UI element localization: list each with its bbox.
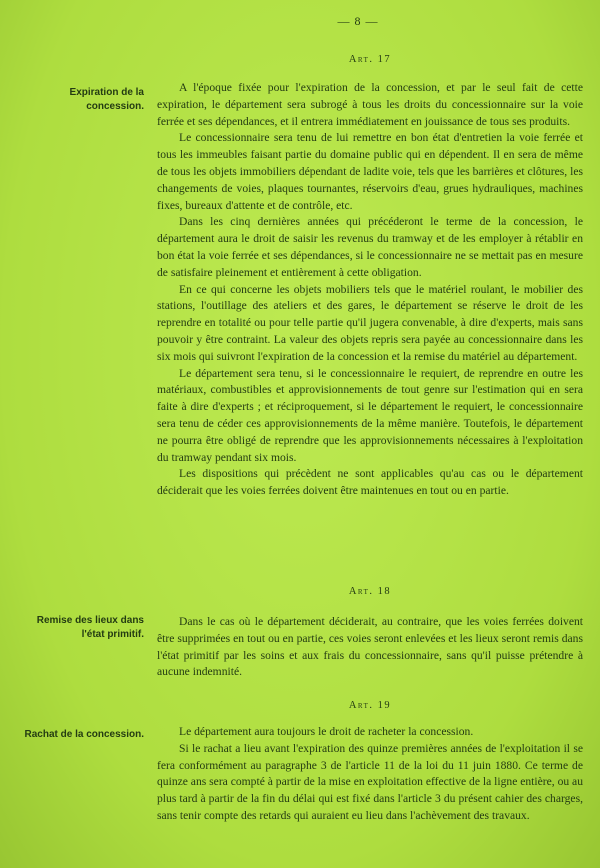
margin-title-line: concession. [86,101,144,112]
paragraph: Le concessionnaire sera tenu de lui remettre en bon état d'entretien la voie ferrée et tous les immeubles faisant partie du domaine public qui en dépendent. Il en sera de même de tous les objets immobiliers dépendant de ladite voie, tels que les barrières et clôtures, les changements de voies, plaques tournantes, réservoirs d'eau, grues hydrauliques, machines fixes, bureaux d'attente et de contrôle, etc. [157,131,583,212]
article-17-body [157,80,583,500]
paragraph: Les dispositions qui précèdent ne sont applicables qu'au cas ou le département déciderait que les voies ferrées doivent être maintenues en tout ou en partie. [157,467,583,498]
page-number: — 8 — [337,14,379,28]
paragraph: En ce qui concerne les objets mobiliers tels que le matériel roulant, le mobilier des stations, l'outillage des ateliers et des gares, le département se réserve le droit de les reprendre en totalité ou pour telle partie qu'il jugera convenable, à dire d'experts, mais sans pouvoir y être contraint. La valeur des objets repris sera payée au concessionnaire dans les six mois qui suivront l'expiration de la concession et la remise du matériel au département. [157,282,583,363]
margin-title-line: Rachat de la concession. [24,729,144,740]
paragraph: Dans le cas où le département déciderait, au contraire, que les voies ferrées doivent être supprimées en tout ou en partie, ces voies seront enlevées et les lieux seront remis dans l'état primitif par les soins et aux frais du concessionnaire, sans qu'il puisse prétendre à aucune indemnité. [157,615,583,679]
margin-title-line: Remise des lieux dans [36,615,144,626]
paragraph: Le département sera tenu, si le concessionnaire le requiert, de reprendre en outre les matériaux, combustibles et approvisionnements de tout genre sur l'estimation qui en sera faite à dire d'experts ; et réciproquement, si le département le requiert, le concessionnaire sera tenu de céder ces approvisionnements de la même manière. Toutefois, le département ne pourra être obligé de reprendre que les approvisionnements nécessaires à l'exploitation du tramway pendant six mois. [157,366,583,464]
article-19-margin-title [22,728,144,742]
margin-title-line: Expiration de la [69,87,144,98]
margin-title-line: l'état primitif. [81,629,144,640]
article-18-body [157,614,583,681]
paragraph: Le département aura toujours le droit de racheter la concession. [179,725,474,738]
paragraph: A l'époque fixée pour l'expiration de la concession, et par le seul fait de cette expiration, le département sera subrogé à tous les droits du concessionnaire sur la voie ferrée et ses dépendances, et il entrera immédiatement en jouissance de tous ses produits. [157,81,583,128]
paragraph: Dans les cinq dernières années qui précéderont le terme de la concession, le département aura le droit de saisir les revenus du tramway et de les employer à rétablir en bon état la voie ferrée et ses dépendances, si le concessionnaire ne se mettait pas en mesure de satisfaire pleinement et entièrement à cette obligation. [157,215,583,279]
article-18-heading: Art. 18 [348,586,392,597]
article-17-heading: Art. 17 [348,54,392,65]
article-19-heading: Art. 19 [348,700,392,711]
paragraph: Si le rachat a lieu avant l'expiration des quinze premières années de l'exploitation il se fera conformément au paragraphe 3 de l'article 11 de la loi du 11 juin 1880. Ce terme de quinze ans sera compté à partir de la mise en exploitation effective de la ligne entière, ou au plus tard à partir de la fin du délai qui est fixé dans l'article 3 du présent cahier des charges, sans tenir compte des retards qui auraient eu lieu dans l'achèvement des travaux. [157,741,584,822]
article-17-margin-title [22,86,144,114]
article-18-margin-title [22,614,144,642]
article-19-body [157,724,583,825]
